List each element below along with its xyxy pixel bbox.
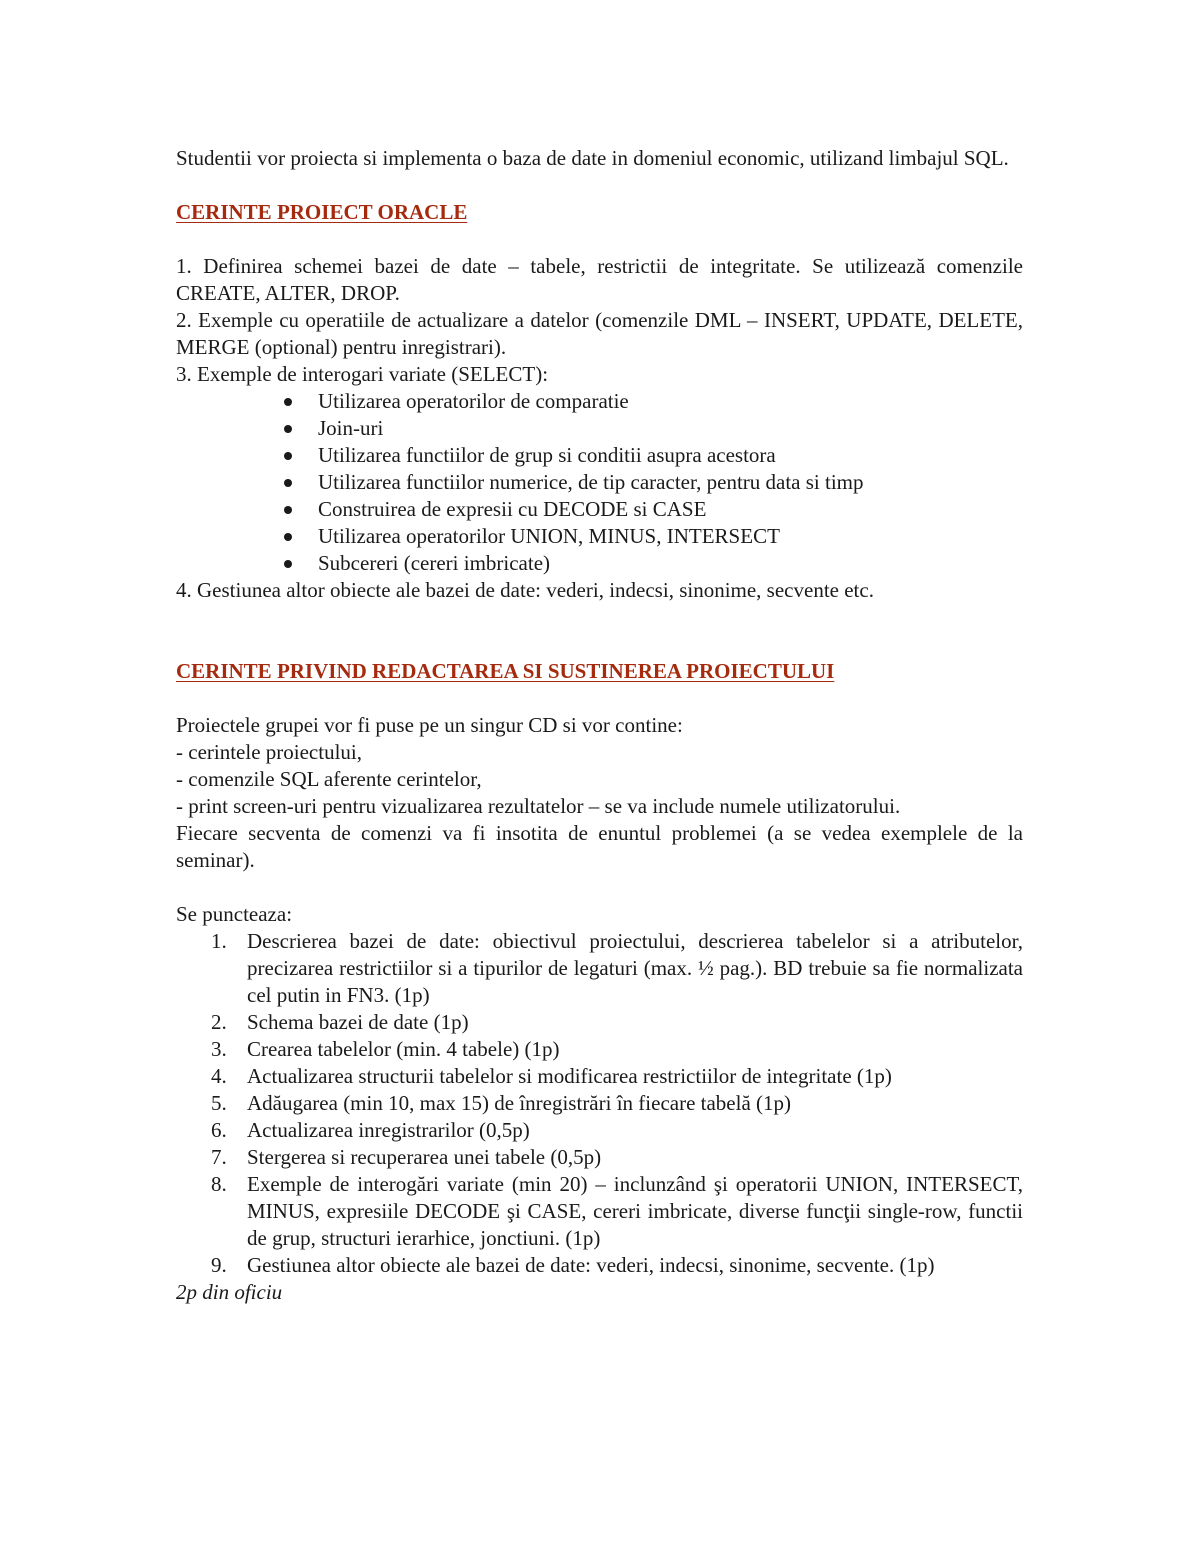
section-heading-oracle: CERINTE PROIECT ORACLE xyxy=(176,200,468,224)
scoring-label: Se puncteaza: xyxy=(176,902,293,926)
requirement-item-2: 2. Exemple cu operatiile de actualizare a datelor (comenzile DML – INSERT, UPDATE, DELETE, MERGE (optional) pentru inregistrari). xyxy=(176,308,1023,359)
scoring-item: 9. Gestiunea altor obiecte ale bazei de date: vederi, indecsi, sinonime, secvente. (1p) xyxy=(211,1253,935,1277)
requirement-item-3: 3. Exemple de interogari variate (SELECT): xyxy=(176,362,549,386)
bullet-item: Utilizarea functiilor numerice, de tip caracter, pentru data si timp xyxy=(176,469,1023,496)
note-paragraph: Fiecare secventa de comenzi va fi insotita de enuntul problemei (a se vedea exemplele de la seminar). xyxy=(176,821,1023,872)
bullet-icon xyxy=(284,425,292,433)
bullet-icon xyxy=(284,452,292,460)
section-heading-redactare: CERINTE PRIVIND REDACTAREA SI SUSTINEREA PROIECTULUI xyxy=(176,659,835,683)
bullet-item: Construirea de expresii cu DECODE si CASE xyxy=(176,496,1023,523)
cd-item: - print screen-uri pentru vizualizarea rezultatelor – se va include numele utilizatorului. xyxy=(176,794,901,818)
bullet-icon xyxy=(284,506,292,514)
footer-note: 2p din oficiu xyxy=(176,1280,283,1304)
bullet-icon xyxy=(284,479,292,487)
cd-intro: Proiectele grupei vor fi puse pe un singur CD si vor contine: xyxy=(176,713,683,737)
bullet-item: Utilizarea functiilor de grup si conditii asupra acestora xyxy=(176,442,1023,469)
scoring-item: 1. Descrierea bazei de date: obiectivul proiectului, descrierea tabelelor si a atributelor, precizarea restrictiilor si a tipurilor de legaturi (max. ½ pag.). BD trebuie sa fie normalizata cel putin in FN3. (1p) xyxy=(211,929,1023,1007)
scoring-item: 8. Exemple de interogări variate (min 20) – inclunzând şi operatorii UNION, INTERSECT, MINUS, expresiile DECODE şi CASE, cereri imbricate, diverse funcţii single-row, functii de grup, structuri ierarhice, jonctiuni. (1p) xyxy=(211,1172,1023,1250)
scoring-item: 4. Actualizarea structurii tabelelor si modificarea restrictiilor de integritate (1p) xyxy=(211,1064,892,1088)
scoring-item: 2. Schema bazei de date (1p) xyxy=(211,1010,469,1034)
cd-item: - comenzile SQL aferente cerintelor, xyxy=(176,767,482,791)
bullet-item: Utilizarea operatorilor de comparatie xyxy=(176,388,1023,415)
cd-item: - cerintele proiectului, xyxy=(176,740,362,764)
bullet-icon xyxy=(284,560,292,568)
bullet-item: Join-uri xyxy=(176,415,1023,442)
query-bullet-list xyxy=(176,388,1023,577)
scoring-list xyxy=(176,928,1023,1279)
scoring-item: 7. Stergerea si recuperarea unei tabele (0,5p) xyxy=(211,1145,602,1169)
scoring-item: 6. Actualizarea inregistrarilor (0,5p) xyxy=(211,1118,530,1142)
bullet-item: Subcereri (cereri imbricate) xyxy=(176,550,1023,577)
document-page xyxy=(176,145,1023,1306)
intro-paragraph: Studentii vor proiecta si implementa o baza de date in domeniul economic, utilizand limbajul SQL. xyxy=(176,146,1009,170)
scoring-item: 3. Crearea tabelelor (min. 4 tabele) (1p) xyxy=(211,1037,560,1061)
scoring-item: 5. Adăugarea (min 10, max 15) de înregistrări în fiecare tabelă (1p) xyxy=(211,1091,792,1115)
bullet-icon xyxy=(284,533,292,541)
requirement-item-1: 1. Definirea schemei bazei de date – tabele, restrictii de integritate. Se utilizează comenzile CREATE, ALTER, DROP. xyxy=(176,254,1023,305)
requirement-item-4: 4. Gestiunea altor obiecte ale bazei de date: vederi, indecsi, sinonime, secvente etc. xyxy=(176,578,874,602)
bullet-icon xyxy=(284,398,292,406)
bullet-item: Utilizarea operatorilor UNION, MINUS, INTERSECT xyxy=(176,523,1023,550)
